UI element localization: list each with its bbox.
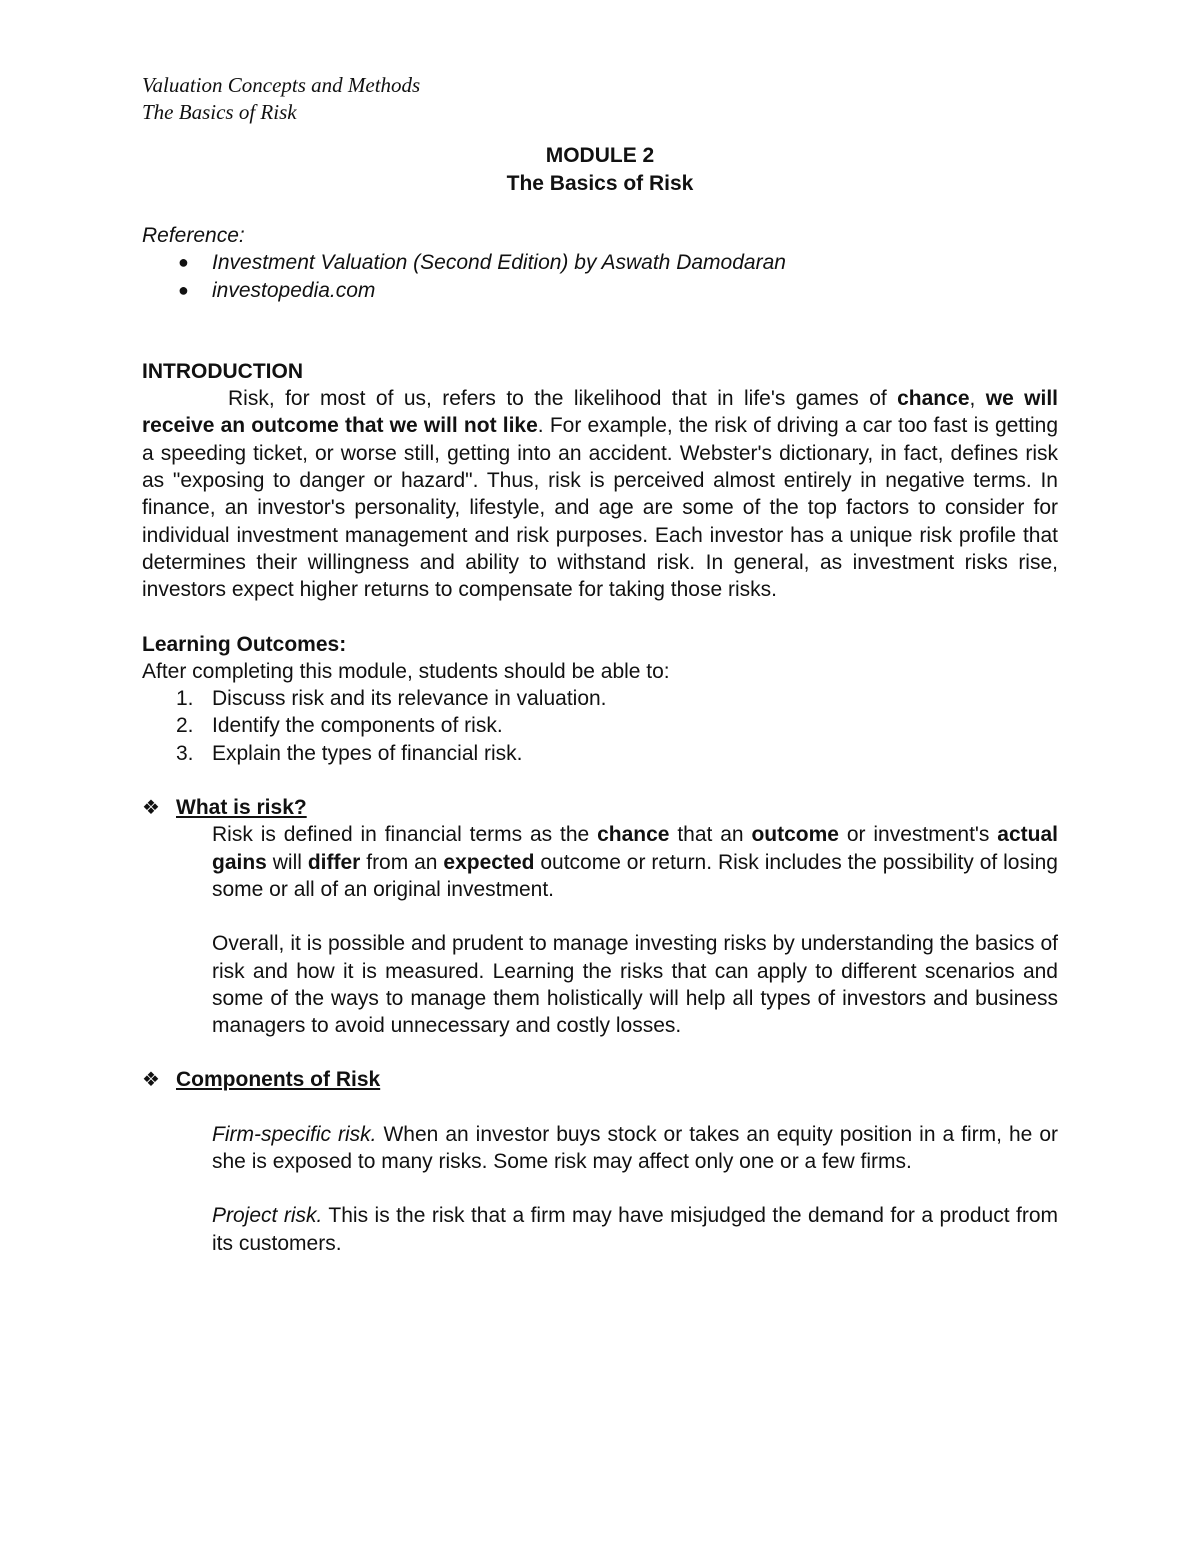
learning-outcomes-intro: After completing this module, students should be able to: [142,659,670,683]
what-is-risk-text: from an [360,850,444,874]
outcome-text: Discuss risk and its relevance in valuation. [212,687,607,711]
project-risk-text: This is the risk that a firm may have misjudged the demand for a product from its customers. [212,1204,1058,1255]
outcome-text: Explain the types of financial risk. [212,741,523,765]
outcome-number: 1. [176,687,194,711]
reference-list [142,249,1058,304]
what-is-risk-text: outcome or return. Risk includes the possibility of losing some or all of an original investment. [212,850,1058,901]
reference-text: Investment Valuation (Second Edition) by Aswath Damodaran [212,251,786,275]
diamond-bullet-icon: ❖ [142,795,160,820]
module-subtitle: The Basics of Risk [506,172,694,195]
what-is-risk-bold-term: outcome [751,823,839,847]
outcome-number: 2. [176,714,194,738]
intro-bold-chance: chance [897,387,970,411]
what-is-risk-text: will [266,850,308,874]
header-course: Valuation Concepts and Methods [142,73,421,97]
what-is-risk-paragraph-2: Overall, it is possible and prudent to manage investing risks by understanding the basics of risk and how it is measured. Learning the risks that can apply to different scenarios and some of the ways to manage them holistically will help all types of investors and business managers to avoid unnecessary and costly losses. [212,932,1058,1038]
what-is-risk-bold-term: chance [597,823,670,847]
components-title: Components of Risk [176,1068,381,1092]
learning-outcomes-heading: Learning Outcomes: [142,632,347,656]
title-block [0,142,1200,198]
outcome-item [142,740,1058,767]
intro-text-3: . For example, the risk of driving a car too fast is getting a speeding ticket, or worse still, getting into an accident. Webster's dictionary, in fact, defines risk as "exposing to danger or hazard". Thus, risk is perceived almost entirely in negative terms. In finance, an investor's personality, lifestyle, and age are some of the top factors to consider for individual investment management and risk purposes. Each investor has a unique risk profile that determines their willingness and ability to withstand risk. In general, as investment risks rise, investors expect higher returns to compensate for taking those risks. [142,414,1058,602]
intro-text-1: Risk, for most of us, refers to the likelihood that in life's games of [228,387,898,411]
what-is-risk-bold-term: differ [307,850,361,874]
what-is-risk-title: What is risk? [176,796,307,820]
reference-item [142,249,1058,276]
what-is-risk-bold-term: expected [443,850,535,874]
bullet-icon: ● [178,252,189,273]
what-is-risk-heading [142,794,1058,821]
what-is-risk-text: Risk is defined in financial terms as the [212,823,598,847]
intro-text-2: , [969,387,986,411]
document-body [142,222,1058,1257]
firm-specific-risk-paragraph [142,1121,1058,1176]
what-is-risk-bold-term: actual gains [212,823,1058,874]
bullet-icon: ● [178,279,189,300]
page-header [142,72,420,126]
reference-text: investopedia.com [212,278,376,302]
what-is-risk-paragraph-1 [142,821,1058,903]
diamond-bullet-icon: ❖ [142,1067,160,1092]
introduction-paragraph [142,385,1058,603]
reference-item [142,277,1058,304]
outcome-number: 3. [176,741,194,765]
outcome-item [142,712,1058,739]
module-title: MODULE 2 [545,144,655,167]
components-heading [142,1066,1058,1093]
what-is-risk-text: or investment's [838,823,998,847]
firm-specific-risk-term: Firm-specific risk. [212,1122,377,1146]
reference-label: Reference: [142,224,245,247]
header-topic: The Basics of Risk [142,100,297,124]
firm-specific-risk-text: When an investor buys stock or takes an equity position in a firm, he or she is exposed to many risks. Some risk may affect only one or a few firms. [212,1122,1058,1174]
project-risk-paragraph [142,1202,1058,1257]
what-is-risk-text: that an [669,823,752,847]
outcome-item [142,685,1058,712]
introduction-heading: INTRODUCTION [142,359,303,383]
learning-outcomes-list [142,685,1058,767]
intro-bold-outcome: we will receive an outcome that we will not like [142,387,1059,438]
outcome-text: Identify the components of risk. [212,714,503,738]
project-risk-term: Project risk. [212,1204,323,1228]
